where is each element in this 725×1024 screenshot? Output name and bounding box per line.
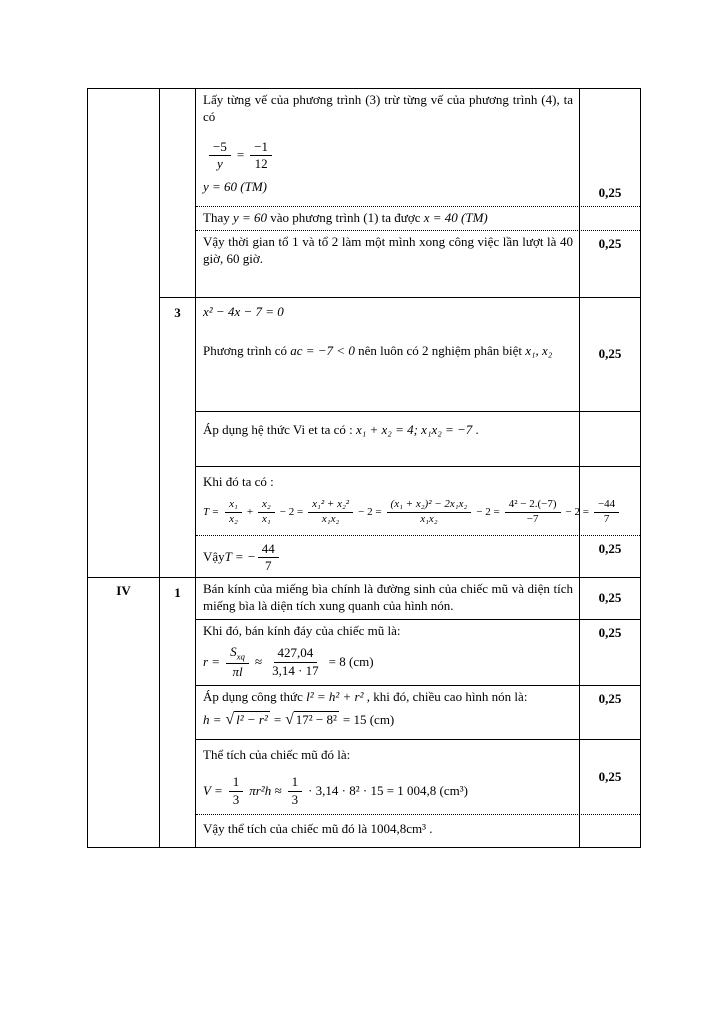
variable-s: S: [230, 644, 237, 660]
solution-cell: [196, 89, 580, 206]
fraction-right: [250, 139, 272, 173]
fraction-denominator: πl: [232, 663, 243, 679]
text-segment: Vậy: [203, 549, 225, 565]
text-segment: nên luôn có 2 nghiệm phân biệt: [354, 342, 526, 358]
subscript-xq: xq: [236, 651, 245, 662]
answer-row-height: [196, 686, 640, 740]
question-body-iv: [160, 578, 640, 847]
solution-text: [203, 422, 573, 439]
fraction-denominator: x₁: [262, 512, 271, 525]
equals-sign: =: [273, 711, 282, 727]
solution-cell: [196, 231, 580, 297]
answer-row-t-conclusion: [196, 536, 640, 578]
solution-cell: [196, 620, 580, 685]
plus-sign: +: [246, 505, 254, 518]
fraction: [258, 498, 275, 527]
subquestion-number-cell-empty: [160, 89, 196, 297]
fraction-numerator: x₂: [258, 498, 275, 513]
answer-row-cone-setup: [196, 578, 640, 620]
fraction-numerator: −44: [594, 498, 619, 513]
text-segment: Thay: [203, 210, 233, 225]
solution-cell: [196, 412, 580, 466]
math-segment: x₁ + x₂ = 4; x₁x₂ = −7: [355, 421, 473, 437]
fraction-denominator: y: [217, 156, 223, 172]
points-cell-empty: [580, 815, 640, 847]
fraction-numerator: 4² − 2.(−7): [505, 498, 561, 513]
text-segment: vào phương trình (1) ta được: [267, 210, 424, 225]
text-segment: Áp dụng hệ thức Vi et ta có :: [203, 421, 356, 437]
fraction-left: [209, 139, 231, 173]
solution-result-y: y = 60 (TM): [203, 179, 268, 195]
solution-cell: [196, 536, 580, 578]
fraction-numerator: [226, 644, 249, 664]
subquestion-3: [160, 297, 640, 578]
points-value: 0,25: [598, 625, 622, 641]
points-cell: [580, 686, 640, 739]
equals-sign: =: [236, 147, 245, 163]
minus-two-equals: − 2 =: [358, 505, 382, 518]
solution-cell: [196, 298, 580, 411]
result-segment: · 3,14 · 8² · 15 = 1 004,8 (cm³): [308, 782, 468, 798]
solution-cell: [196, 815, 580, 847]
fraction: [308, 498, 353, 527]
radical-sign: √: [225, 711, 235, 729]
fraction-denominator: x₂: [229, 512, 238, 525]
solution-text: [203, 821, 573, 838]
points-cell: [580, 536, 640, 578]
roman-numeral-cell-empty: [88, 89, 160, 577]
fraction-numerator: 44: [258, 541, 279, 558]
solution-text: [203, 210, 573, 227]
solution-text: Lấy từng vế của phương trình (3) trừ từng vế của phương trình (4), ta có: [203, 92, 573, 124]
points-value: 0,25: [598, 691, 622, 707]
fraction: [258, 541, 279, 575]
math-segment: x₁, x₂: [525, 342, 553, 358]
solution-text: [203, 343, 573, 360]
subquestion-number: 1: [174, 585, 181, 601]
fraction-numerator: −1: [250, 139, 272, 156]
subquestion-1-body: [196, 578, 640, 847]
subquestion-1: [160, 578, 640, 847]
subquestion-3-body: [196, 298, 640, 578]
fraction-numerator: −5: [209, 139, 231, 156]
fraction-denominator: 7: [603, 512, 610, 525]
answer-row-radius: [196, 620, 640, 686]
fraction: [505, 498, 561, 527]
solution-text: Khi đó ta có :: [203, 473, 274, 489]
fraction: [288, 774, 303, 808]
points-value: 0,25: [598, 590, 622, 606]
points-value: 0,25: [598, 345, 622, 361]
question-block-iv: [88, 577, 640, 847]
fraction-denominator: 3: [232, 791, 240, 807]
quadratic-equation: x² − 4x − 7 = 0: [203, 303, 284, 319]
math-segment: πr²h ≈: [249, 782, 282, 798]
solution-cell: [196, 686, 580, 739]
math-segment: 1004,8cm³: [370, 821, 427, 837]
fraction-denominator: −7: [526, 512, 539, 525]
solution-cell: [196, 467, 616, 535]
formula-lhs: T =: [203, 505, 220, 518]
fraction-denominator: 3: [291, 791, 299, 807]
fraction-denominator: x₁x₂: [420, 512, 438, 525]
subquestion-2: [160, 89, 640, 297]
solution-cell: [196, 740, 580, 814]
fraction: [229, 774, 244, 808]
fraction-numerator: 427,04: [274, 645, 318, 662]
fraction: [387, 498, 472, 527]
fraction-denominator: 3,14 · 17: [272, 662, 319, 678]
question-body-upper: [160, 89, 640, 577]
points-cell: [580, 231, 640, 297]
approx-sign: ≈: [254, 653, 263, 669]
answer-row-subtract-equations: [196, 89, 640, 207]
math-segment: ac = −7 < 0: [290, 342, 355, 358]
math-segment: y = 60: [232, 210, 268, 225]
text-segment: Áp dụng công thức: [203, 689, 307, 705]
points-value: 0,25: [598, 540, 622, 556]
answer-row-t-expression: [196, 467, 640, 536]
fraction: [268, 645, 323, 679]
fraction-numerator: x₁² + x₂²: [308, 498, 353, 513]
formula-lhs: r =: [203, 653, 221, 669]
points-cell-empty: [580, 412, 640, 466]
fraction-equation: [207, 139, 573, 173]
solution-text: [203, 689, 573, 706]
fraction-denominator: x₁x₂: [321, 512, 340, 525]
fraction: [225, 498, 242, 527]
subquestion-number-cell: [160, 578, 196, 847]
formula-lhs: V =: [203, 782, 223, 798]
fraction: [226, 644, 249, 680]
points-value: 0,25: [598, 768, 622, 784]
minus-two-equals: − 2 =: [476, 505, 500, 518]
fraction-denominator: 12: [254, 156, 268, 172]
solution-text: Thể tích của chiếc mũ đó là:: [203, 747, 351, 763]
subquestion-2-body: [196, 89, 640, 297]
radicand: 17² − 8²: [295, 712, 337, 728]
points-cell: [580, 740, 640, 814]
math-segment: T = −: [224, 549, 256, 565]
fraction-result: [594, 498, 619, 527]
fraction-numerator: 1: [288, 774, 303, 791]
answer-row-vieta: [196, 412, 640, 467]
text-segment: .: [426, 821, 433, 837]
square-root: [285, 711, 339, 729]
answer-key-table: [87, 88, 641, 848]
answer-row-substitute: [196, 207, 640, 231]
points-cell: [580, 298, 640, 411]
volume-formula: [203, 774, 573, 808]
question-number: IV: [116, 583, 131, 599]
math-segment: x = 40 (TM): [423, 210, 488, 225]
text-segment: Vậy thể tích của chiếc mũ đó là: [203, 821, 371, 837]
subquestion-number-cell: [160, 298, 196, 578]
conclusion-line: [203, 541, 573, 575]
math-segment: l² = h² + r²: [306, 689, 364, 705]
solution-text: Khi đó, bán kính đáy của chiếc mũ là:: [203, 623, 401, 639]
answer-row-quadratic: [196, 298, 640, 412]
result-segment: = 15 (cm): [342, 711, 395, 727]
radical-sign: √: [285, 711, 294, 729]
text-segment: .: [472, 421, 479, 437]
result-segment: = 8 (cm): [328, 653, 374, 669]
question-block-upper: [88, 89, 640, 577]
fraction-numerator: 1: [229, 774, 244, 791]
answer-row-volume-conclusion: [196, 815, 640, 847]
answer-row-conclusion-time: [196, 231, 640, 297]
minus-two-equals: − 2 =: [279, 505, 304, 518]
square-root: [226, 711, 270, 729]
radius-formula: [203, 644, 573, 680]
solution-text: Bán kính của miếng bìa chính là đường sinh của chiếc mũ và diện tích miếng bìa là diện tích xung quanh của hình nón.: [203, 581, 573, 614]
points-cell: [580, 89, 640, 206]
height-formula: [203, 711, 573, 729]
points-cell: [580, 578, 640, 619]
minus-two-equals: − 2 =: [565, 505, 589, 518]
text-segment: , khi đó, chiều cao hình nón là:: [363, 689, 528, 705]
formula-lhs: h =: [203, 711, 222, 727]
fraction-numerator: x₁: [225, 498, 242, 513]
roman-numeral-cell: [88, 578, 160, 847]
subquestion-number: 3: [174, 304, 181, 320]
solution-cell: [196, 578, 580, 619]
text-segment: Phương trình có: [203, 342, 291, 358]
points-cell-empty: [580, 207, 640, 230]
fraction-numerator: (x₁ + x₂)² − 2x₁x₂: [387, 498, 472, 513]
answer-row-volume: [196, 740, 640, 815]
t-formula: [203, 497, 616, 527]
solution-text: Vậy thời gian tổ 1 và tổ 2 làm một mình xong công việc lần lượt là 40 giờ, 60 giờ.: [203, 233, 573, 266]
solution-cell: [196, 207, 580, 230]
points-value: 0,25: [598, 235, 622, 251]
fraction-denominator: 7: [264, 558, 272, 574]
points-cell: [580, 620, 640, 685]
points-value: 0,25: [598, 185, 622, 201]
radicand: l² − r²: [236, 712, 268, 728]
